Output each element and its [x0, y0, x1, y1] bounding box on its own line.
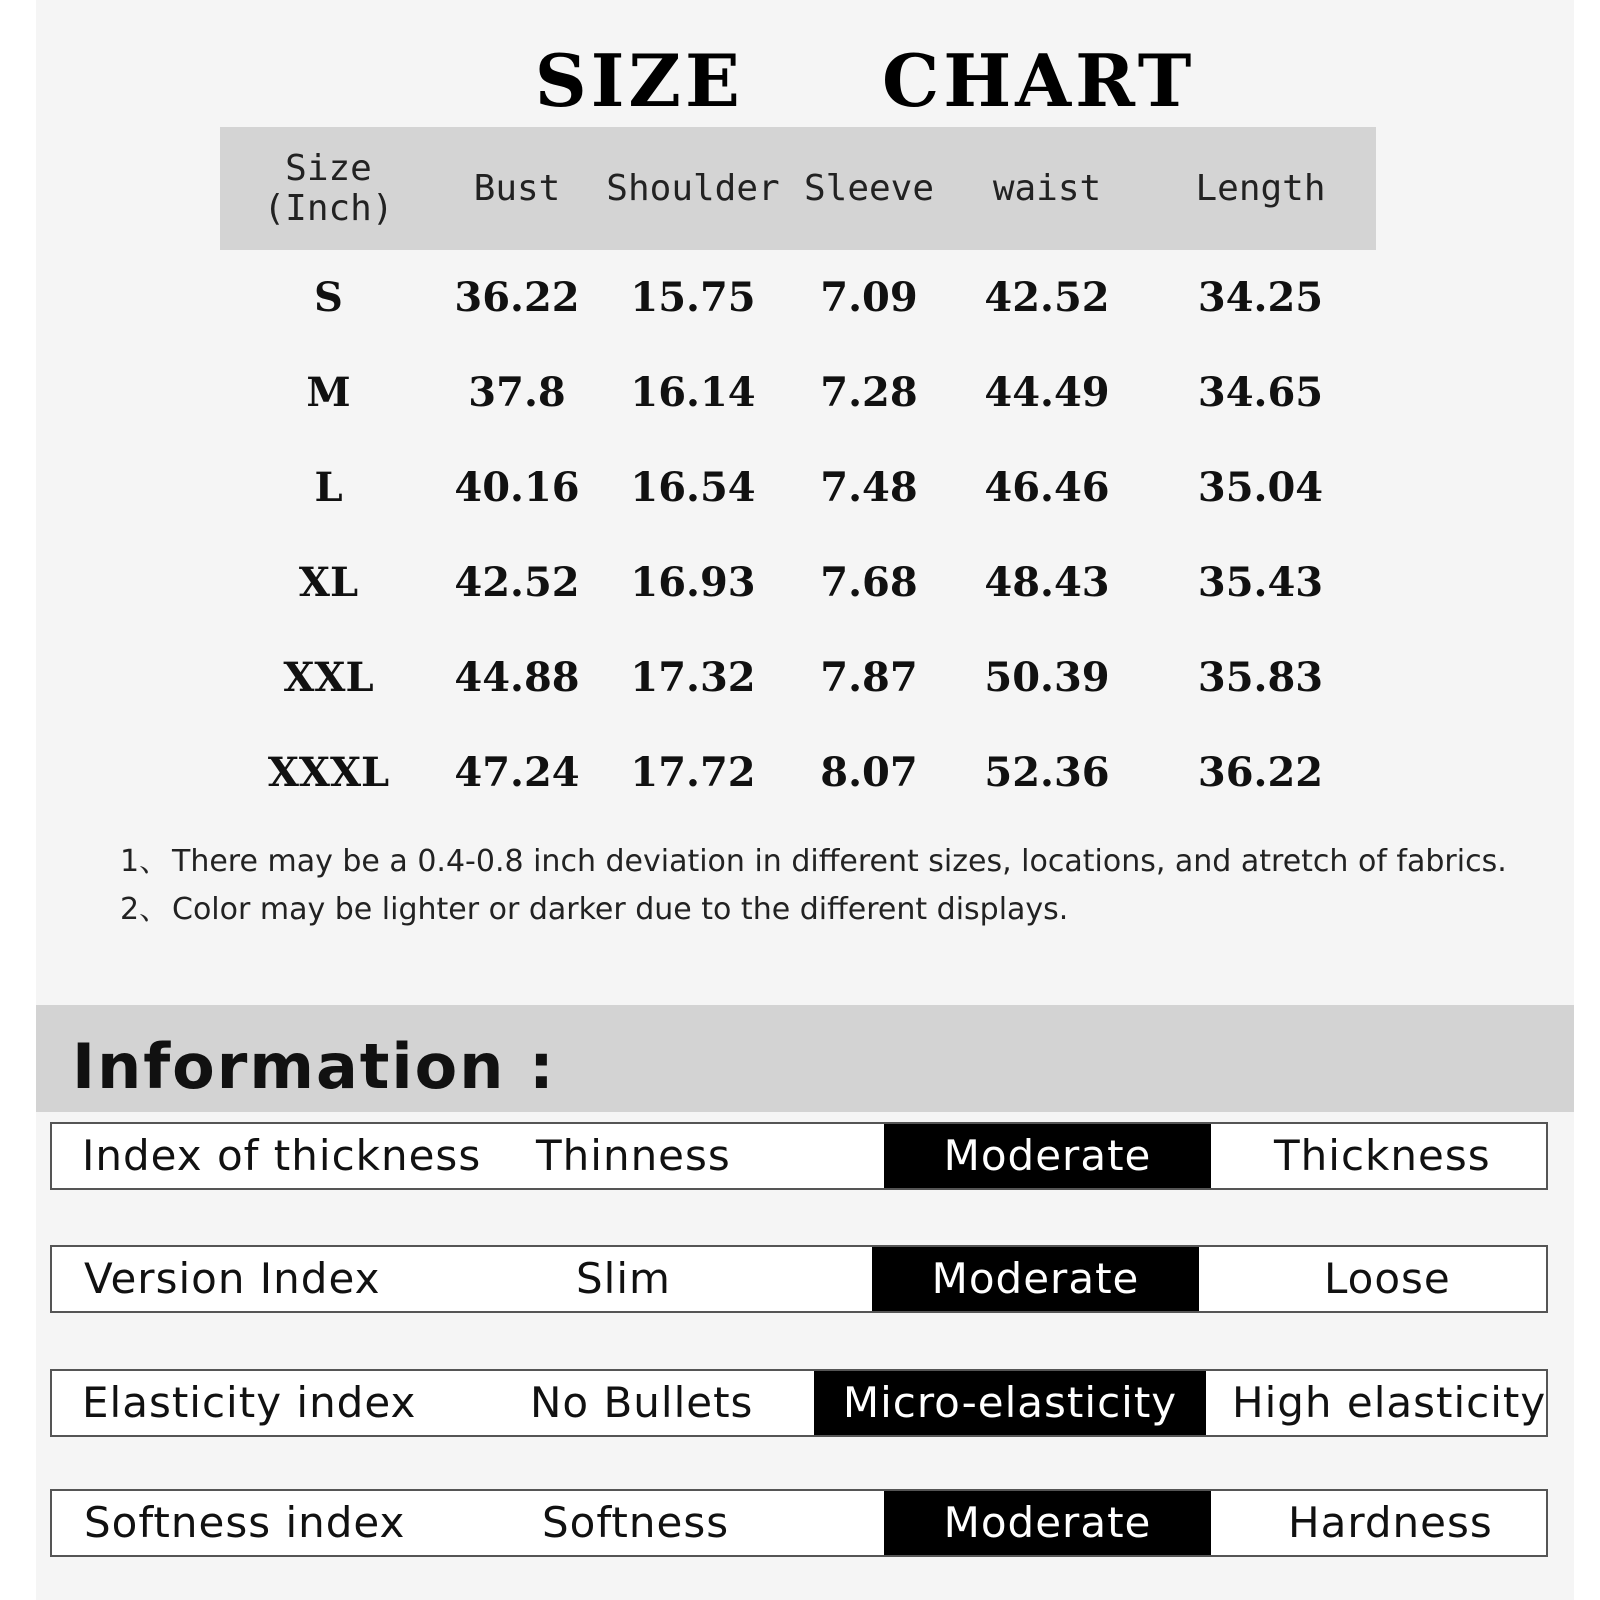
header-size-line2: (Inch): [263, 187, 394, 229]
cell-shoulder: 16.54: [630, 464, 756, 511]
cell-waist: 44.49: [984, 369, 1110, 416]
info-row-thickness: [50, 1122, 1548, 1190]
info-label: Version Index: [84, 1254, 381, 1303]
table-header-row: [220, 127, 1376, 250]
info-option-micro-elasticity-selected: Micro-elasticity: [814, 1371, 1206, 1435]
information-title: Information :: [72, 1030, 556, 1103]
header-length: Length: [1195, 167, 1326, 209]
cell-length: 34.65: [1197, 369, 1324, 416]
info-label: Elasticity index: [82, 1378, 417, 1427]
info-option-moderate-selected: Moderate: [884, 1124, 1211, 1188]
size-chart-table: [220, 127, 1376, 820]
note-text: Color may be lighter or darker due to the different displays.: [172, 892, 1069, 927]
cell-size: M: [306, 369, 351, 416]
table-row: [220, 440, 1376, 535]
header-shoulder: Shoulder: [606, 167, 780, 209]
header-size: [220, 127, 437, 250]
header-size-line1: Size: [285, 147, 372, 189]
cell-sleeve: 7.09: [820, 274, 918, 321]
info-option-no-bullets: No Bullets: [530, 1378, 754, 1427]
size-notes: [120, 838, 1507, 934]
cell-size: S: [314, 274, 343, 321]
note-number: 2、: [120, 892, 170, 927]
cell-waist: 48.43: [984, 559, 1110, 606]
info-option-moderate-selected: Moderate: [872, 1247, 1199, 1311]
cell-bust: 40.16: [454, 464, 580, 511]
info-row-version: [50, 1245, 1548, 1313]
cell-bust: 44.88: [454, 654, 580, 701]
cell-waist: 42.52: [984, 274, 1110, 321]
info-label: Softness index: [84, 1498, 406, 1547]
cell-sleeve: 7.28: [820, 369, 918, 416]
cell-length: 35.83: [1197, 654, 1324, 701]
header-waist: waist: [992, 167, 1102, 209]
cell-sleeve: 7.48: [820, 464, 918, 511]
info-option-moderate-selected: Moderate: [884, 1491, 1211, 1555]
table-row: [220, 630, 1376, 725]
info-option-thinness: Thinness: [536, 1131, 731, 1180]
cell-waist: 52.36: [984, 749, 1110, 796]
cell-size: XXL: [283, 654, 374, 701]
cell-waist: 50.39: [984, 654, 1110, 701]
cell-size: L: [314, 464, 343, 511]
cell-bust: 42.52: [454, 559, 580, 606]
note-number: 1、: [120, 844, 170, 879]
cell-shoulder: 17.32: [630, 654, 756, 701]
header-sleeve: Sleeve: [803, 167, 935, 209]
cell-sleeve: 7.68: [820, 559, 918, 606]
table-row: [220, 250, 1376, 345]
info-row-elasticity: [50, 1369, 1548, 1437]
cell-length: 34.25: [1197, 274, 1324, 321]
cell-size: XXXL: [267, 749, 390, 796]
info-row-softness: [50, 1489, 1548, 1557]
cell-shoulder: 17.72: [630, 749, 756, 796]
cell-waist: 46.46: [984, 464, 1110, 511]
note-item: [120, 886, 1507, 934]
table-row: [220, 725, 1376, 820]
info-option-high-elasticity: High elasticity: [1232, 1378, 1547, 1427]
cell-bust: 36.22: [454, 274, 580, 321]
cell-bust: 37.8: [468, 369, 566, 416]
info-option-loose: Loose: [1324, 1254, 1451, 1303]
header-bust: Bust: [473, 167, 561, 209]
info-option-thickness: Thickness: [1274, 1131, 1491, 1180]
note-item: [120, 838, 1507, 886]
cell-size: XL: [298, 559, 359, 606]
cell-shoulder: 16.93: [630, 559, 756, 606]
cell-length: 35.43: [1197, 559, 1324, 606]
info-option-hardness: Hardness: [1288, 1498, 1493, 1547]
cell-shoulder: 16.14: [630, 369, 756, 416]
note-text: There may be a 0.4-0.8 inch deviation in different sizes, locations, and atretch of fabrics.: [172, 844, 1507, 879]
cell-shoulder: 15.75: [630, 274, 756, 321]
cell-length: 35.04: [1197, 464, 1324, 511]
cell-sleeve: 8.07: [820, 749, 918, 796]
info-option-softness: Softness: [542, 1498, 730, 1547]
cell-length: 36.22: [1197, 749, 1324, 796]
table-row: [220, 345, 1376, 440]
table-row: [220, 535, 1376, 630]
cell-bust: 47.24: [454, 749, 580, 796]
page-title: SIZE CHART: [534, 38, 1196, 123]
info-label: Index of thickness: [82, 1131, 482, 1180]
info-option-slim: Slim: [576, 1254, 671, 1303]
cell-sleeve: 7.87: [820, 654, 918, 701]
